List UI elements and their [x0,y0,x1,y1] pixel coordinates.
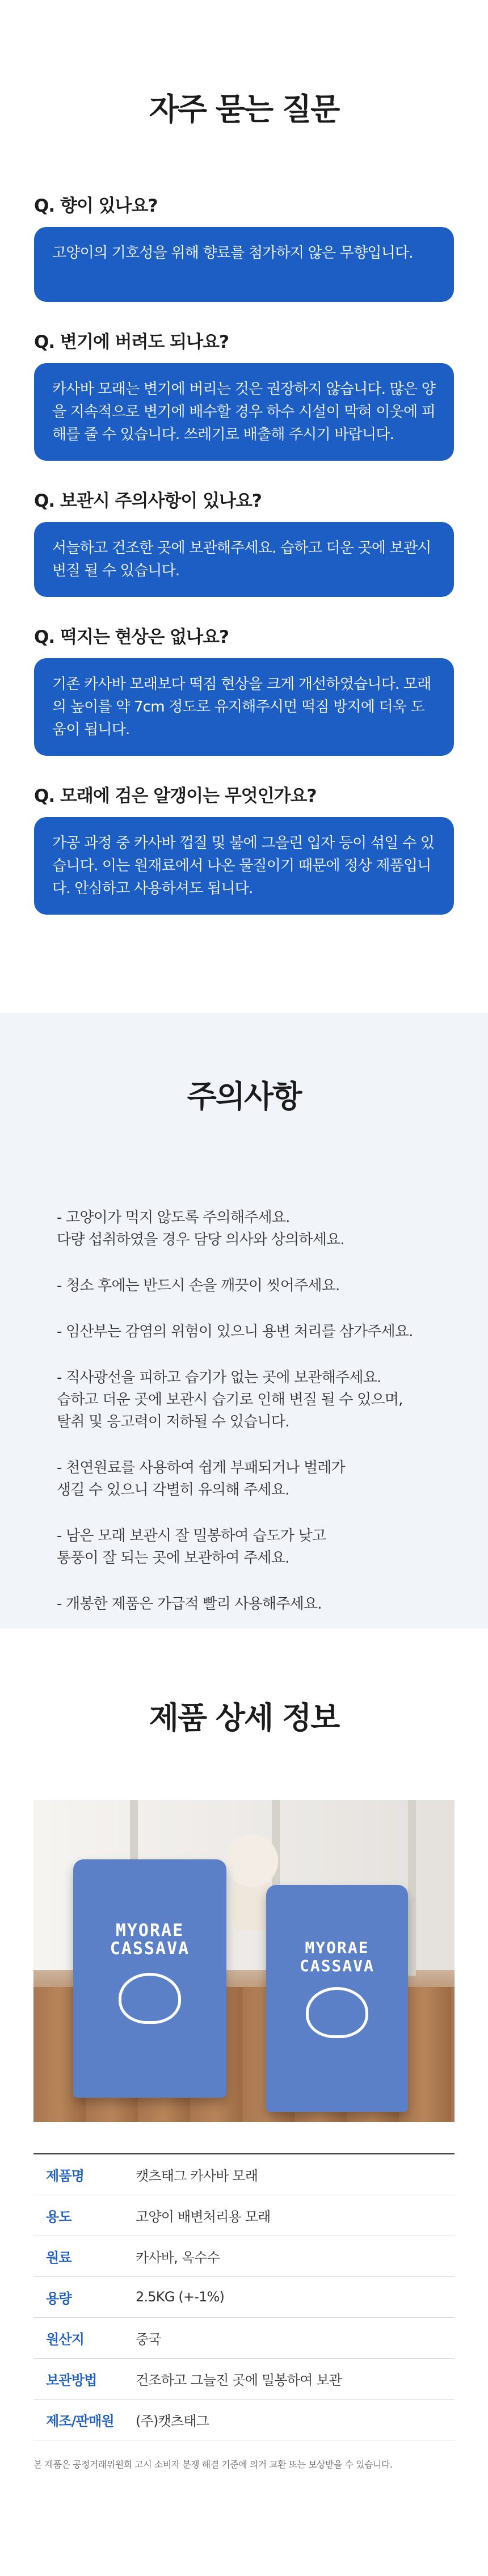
caution-item: - 직사광선을 피하고 습기가 없는 곳에 보관해주세요. 습하고 더운 곳에 보관시 습기로 인해 변질 될 수 있으며, 탈취 및 응고력이 저하될 수 있습니다. [57,1369,403,1430]
faq-item [34,486,454,597]
faq-question: Q. 보관시 주의사항이 있나요? [34,491,262,511]
caution-item: - 고양이가 먹지 않도록 주의해주세요. 다량 섭취하였을 경우 담당 의사와 상의하세요. [57,1209,344,1248]
spec-label: 원산지 [46,2331,85,2347]
spec-label: 용량 [46,2290,71,2306]
product-photo [33,1800,455,2122]
spec-label: 원료 [46,2249,71,2266]
faq-question: Q. 변기에 버려도 되나요? [34,332,229,352]
window-frame [408,1800,416,1976]
spec-value: 고양이 배변처리용 모래 [136,2208,271,2225]
faq-answer: 카사바 모래는 변기에 버리는 것은 권장하지 않습니다. 많은 양을 지속적으로 변기에 배수할 경우 하수 시설이 막혀 이웃에 피해를 줄 수 있습니다. 쓰레기로 배출해 주시기 바랍니다. [34,363,454,461]
bag-brand-text: MYORAE CASSAVA [299,1938,375,1975]
caution-item: - 임산부는 감염의 위험이 있으니 용변 처리를 삼가주세요. [57,1323,413,1340]
caution-section [0,1013,488,1628]
faq-item [34,191,454,302]
table-row [33,2399,455,2440]
faq-answer: 서늘하고 건조한 곳에 보관해주세요. 습하고 더운 곳에 보관시 변질 될 수 있습니다. [34,522,454,597]
product-bag [266,1885,408,2112]
table-row [33,2195,455,2236]
faq-answer: 가공 과정 중 카사바 껍질 및 불에 그을린 입자 등이 섞일 수 있습니다. 이는 원재료에서 나온 물질이기 때문에 정상 제품입니다. 안심하고 사용하셔도 됩니다. [34,817,454,915]
spec-value: 건조하고 그늘진 곳에 밀봉하여 보관 [136,2372,342,2388]
caution-item: - 개봉한 제품은 가급적 빨리 사용해주세요. [57,1596,322,1613]
faq-question: Q. 떡지는 현상은 없나요? [34,627,229,647]
cat-face-icon [119,1973,181,2024]
faq-list [0,191,488,915]
product-bag [73,1859,226,2098]
notice-text: 본 제품은 공정거래위원회 고시 소비자 분쟁 해결 기준에 의거 교환 또는 보상받을 수 있습니다. [33,2459,393,2470]
faq-title: 자주 묻는 질문 [149,91,339,127]
spec-label: 제조/판매원 [46,2413,114,2429]
caution-list [57,1207,488,1615]
bag-brand-text: MYORAE CASSAVA [110,1921,190,1959]
caution-item: - 천연원료를 사용하여 쉽게 부패되거나 벌레가 생길 수 있으니 각별히 유의해 주세요. [57,1459,345,1499]
spec-value: 중국 [136,2331,161,2347]
spec-value: 카사바, 옥수수 [136,2249,220,2266]
table-row [33,2317,455,2358]
spec-table [33,2153,455,2440]
spec-label: 제품명 [46,2167,85,2184]
spec-label: 용도 [46,2208,71,2225]
cat-face-icon [306,1987,368,2038]
faq-item [34,781,454,915]
faq-answer: 고양이의 기호성을 위해 향료를 첨가하지 않은 무향입니다. [34,227,454,302]
product-detail-section [0,1628,488,2576]
faq-item [34,622,454,756]
faq-item [34,327,454,461]
detail-title: 제품 상세 정보 [149,1700,339,1736]
caution-title: 주의사항 [187,1079,301,1114]
faq-answer: 기존 카사바 모래보다 떡짐 현상을 크게 개선하였습니다. 모래의 높이를 약 7cm 정도로 유지해주시면 떡짐 방지에 더욱 도움이 됩니다. [34,658,454,756]
table-row [33,2236,455,2276]
table-row [33,2276,455,2317]
faq-question: Q. 모래에 검은 알갱이는 무엇인가요? [34,786,317,806]
spec-value: 2.5KG (+-1%) [136,2289,225,2305]
faq-question: Q. 향이 있나요? [34,196,158,216]
spec-label: 보관방법 [46,2372,97,2388]
spec-value: (주)캣츠태그 [136,2413,209,2429]
caution-item: - 청소 후에는 반드시 손을 깨끗이 씻어주세요. [57,1277,340,1294]
faq-section [0,0,488,1013]
table-row [33,2358,455,2399]
table-row [33,2154,455,2195]
caution-item: - 남은 모래 보관시 잘 밀봉하여 습도가 낮고 통풍이 잘 되는 곳에 보관하여 주세요. [57,1527,326,1567]
spec-value: 캣츠태그 카사바 모래 [136,2167,258,2184]
